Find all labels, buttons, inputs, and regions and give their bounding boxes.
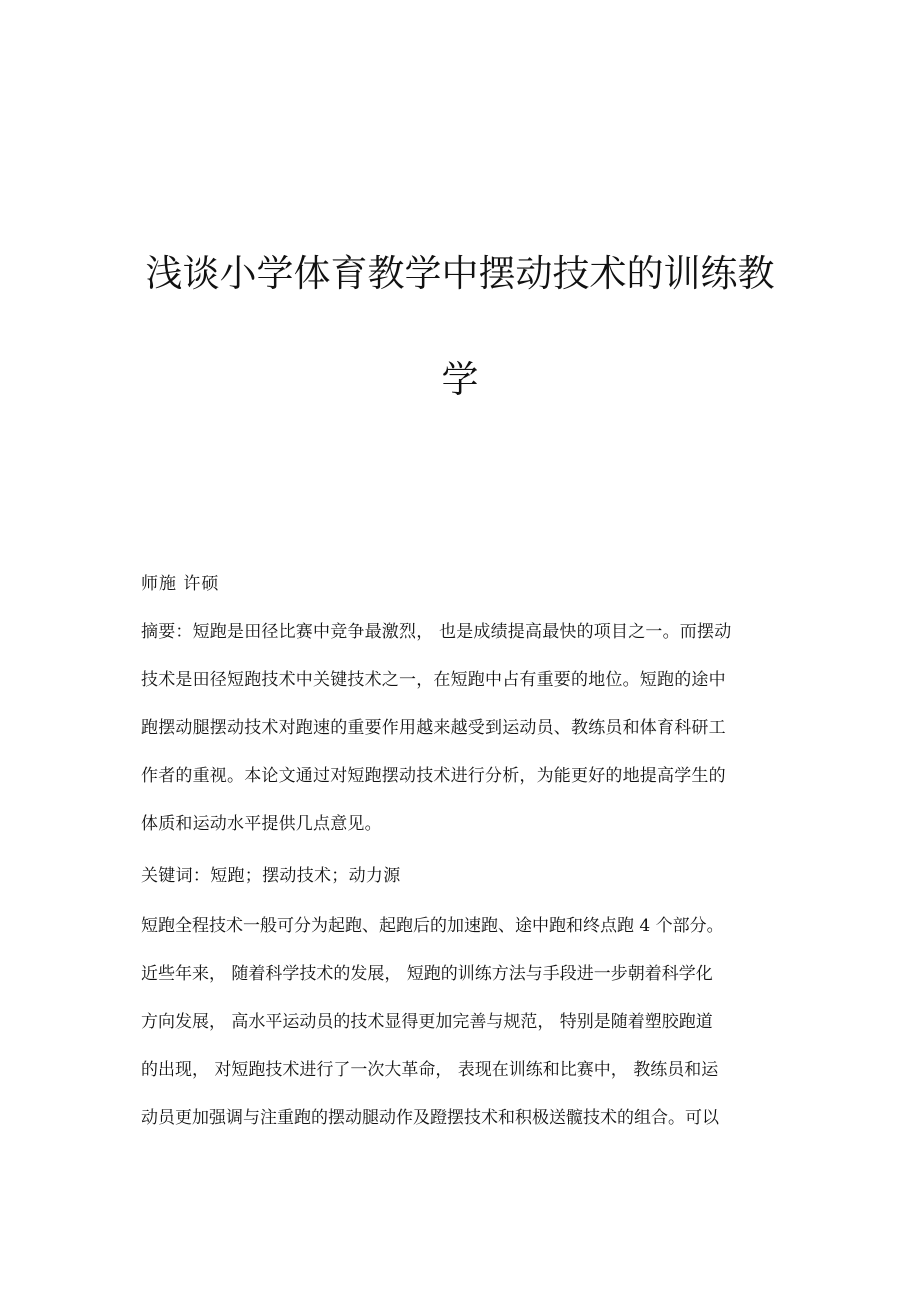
keywords-line: 关键词：短跑；摆动技术；动力源: [141, 866, 401, 886]
body-line-1: 短跑全程技术一般可分为起跑、起跑后的加速跑、途中跑和终点跑 4 个部分。: [141, 916, 724, 936]
abstract-line-4: 作者的重视。本论文通过对短跑摆动技术进行分析，为能更好的地提高学生的: [141, 766, 726, 786]
body-line-2: 近些年来， 随着科学技术的发展， 短跑的训练方法与手段进一步朝着科学化: [141, 964, 713, 984]
body-paragraph: [141, 902, 781, 1142]
title-line-1: 浅谈小学体育教学中摆动技术的训练教: [145, 251, 775, 295]
abstract-line-3: 跑摆动腿摆动技术对跑速的重要作用越来越受到运动员、教练员和体育科研工: [141, 718, 726, 738]
document-content: [141, 560, 781, 1142]
body-line-4: 的出现， 对短跑技术进行了一次大革命， 表现在训练和比赛中， 教练员和运: [141, 1060, 719, 1080]
abstract-line-5: 体质和运动水平提供几点意见。: [141, 814, 382, 834]
title-line-2: 学: [441, 357, 479, 401]
document-title: [118, 221, 802, 433]
body-line-5: 动员更加强调与注重跑的摆动腿动作及蹬摆技术和积极送髋技术的组合。可以: [141, 1108, 719, 1128]
abstract-paragraph: [141, 608, 781, 848]
author-line: 师施 许硕: [141, 574, 220, 594]
abstract-line-1: 摘要：短跑是田径比赛中竞争最激烈， 也是成绩提高最快的项目之一。而摆动: [141, 622, 732, 642]
abstract-line-2: 技术是田径短跑技术中关键技术之一，在短跑中占有重要的地位。短跑的途中: [141, 670, 726, 690]
body-line-3: 方向发展， 高水平运动员的技术显得更加完善与规范， 特别是随着塑胶跑道: [141, 1012, 713, 1032]
